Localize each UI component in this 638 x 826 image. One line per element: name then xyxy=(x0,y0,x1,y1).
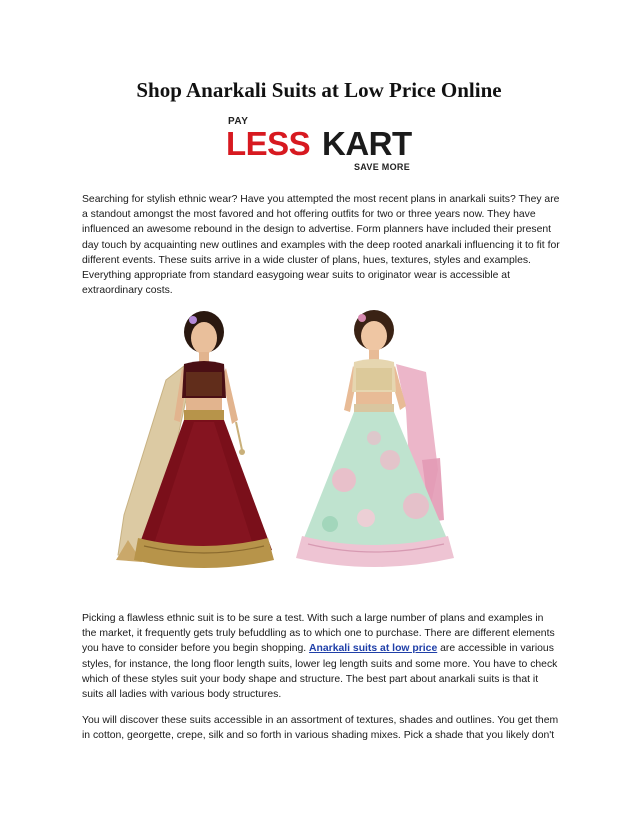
logo-kart-text: KART xyxy=(322,125,412,162)
intro-paragraph: Searching for stylish ethnic wear? Have you attempted the most recent plans in anarkali suits? They are a standout amongst the most favored and hot offering outfits for two or three years now. They have influenced an awesome rebound in the design to advertise. Form planners have included their present day touch by acquainting new outlines and examples with the deep rooted anarkali influencing it to fit for different events. These suits arrive in a wide cluster of plans, hues, textures, styles and examples. Everything appropriate from standard easygoing wear suits to originator wear is accessible at extraordinary costs. xyxy=(82,194,560,297)
mint-lehenga-figure xyxy=(296,310,454,567)
maroon-lehenga-figure xyxy=(116,311,274,568)
lehenga-product-image xyxy=(104,310,484,596)
logo-less-text: LESS xyxy=(226,125,311,162)
logo-tagline: SAVE MORE xyxy=(353,162,410,172)
tips-text-before-link: Picking a flawless ethnic suit is to be sure a test. With such a large number of plans and examples in the market, it frequently gets truly befuddling as to which one to purchase. There are different elements you have to consider before you begin shopping. xyxy=(82,613,555,655)
paylesskart-logo xyxy=(226,116,414,176)
fabrics-paragraph: You will discover these suits accessible in an assortment of textures, shades and outlines. You get them in cotton, georgette, crepe, silk and so forth in various shading mixes. Pick a shade that you likely don't xyxy=(82,715,559,742)
shopping-tips-paragraph xyxy=(82,611,560,702)
logo-pay-text: PAY xyxy=(228,116,249,127)
tips-text-after-link: are accessible in various styles, for instance, the long floor length suits, lower leg length suits and some more. You have to check which of these styles suit your body shape and structure. The best part about anarkali suits is that it suits all ladies with various body structures. xyxy=(82,643,558,701)
document-title: Shop Anarkali Suits at Low Price Online xyxy=(136,78,502,102)
anarkali-low-price-link[interactable]: Anarkali suits at low price xyxy=(309,643,438,655)
